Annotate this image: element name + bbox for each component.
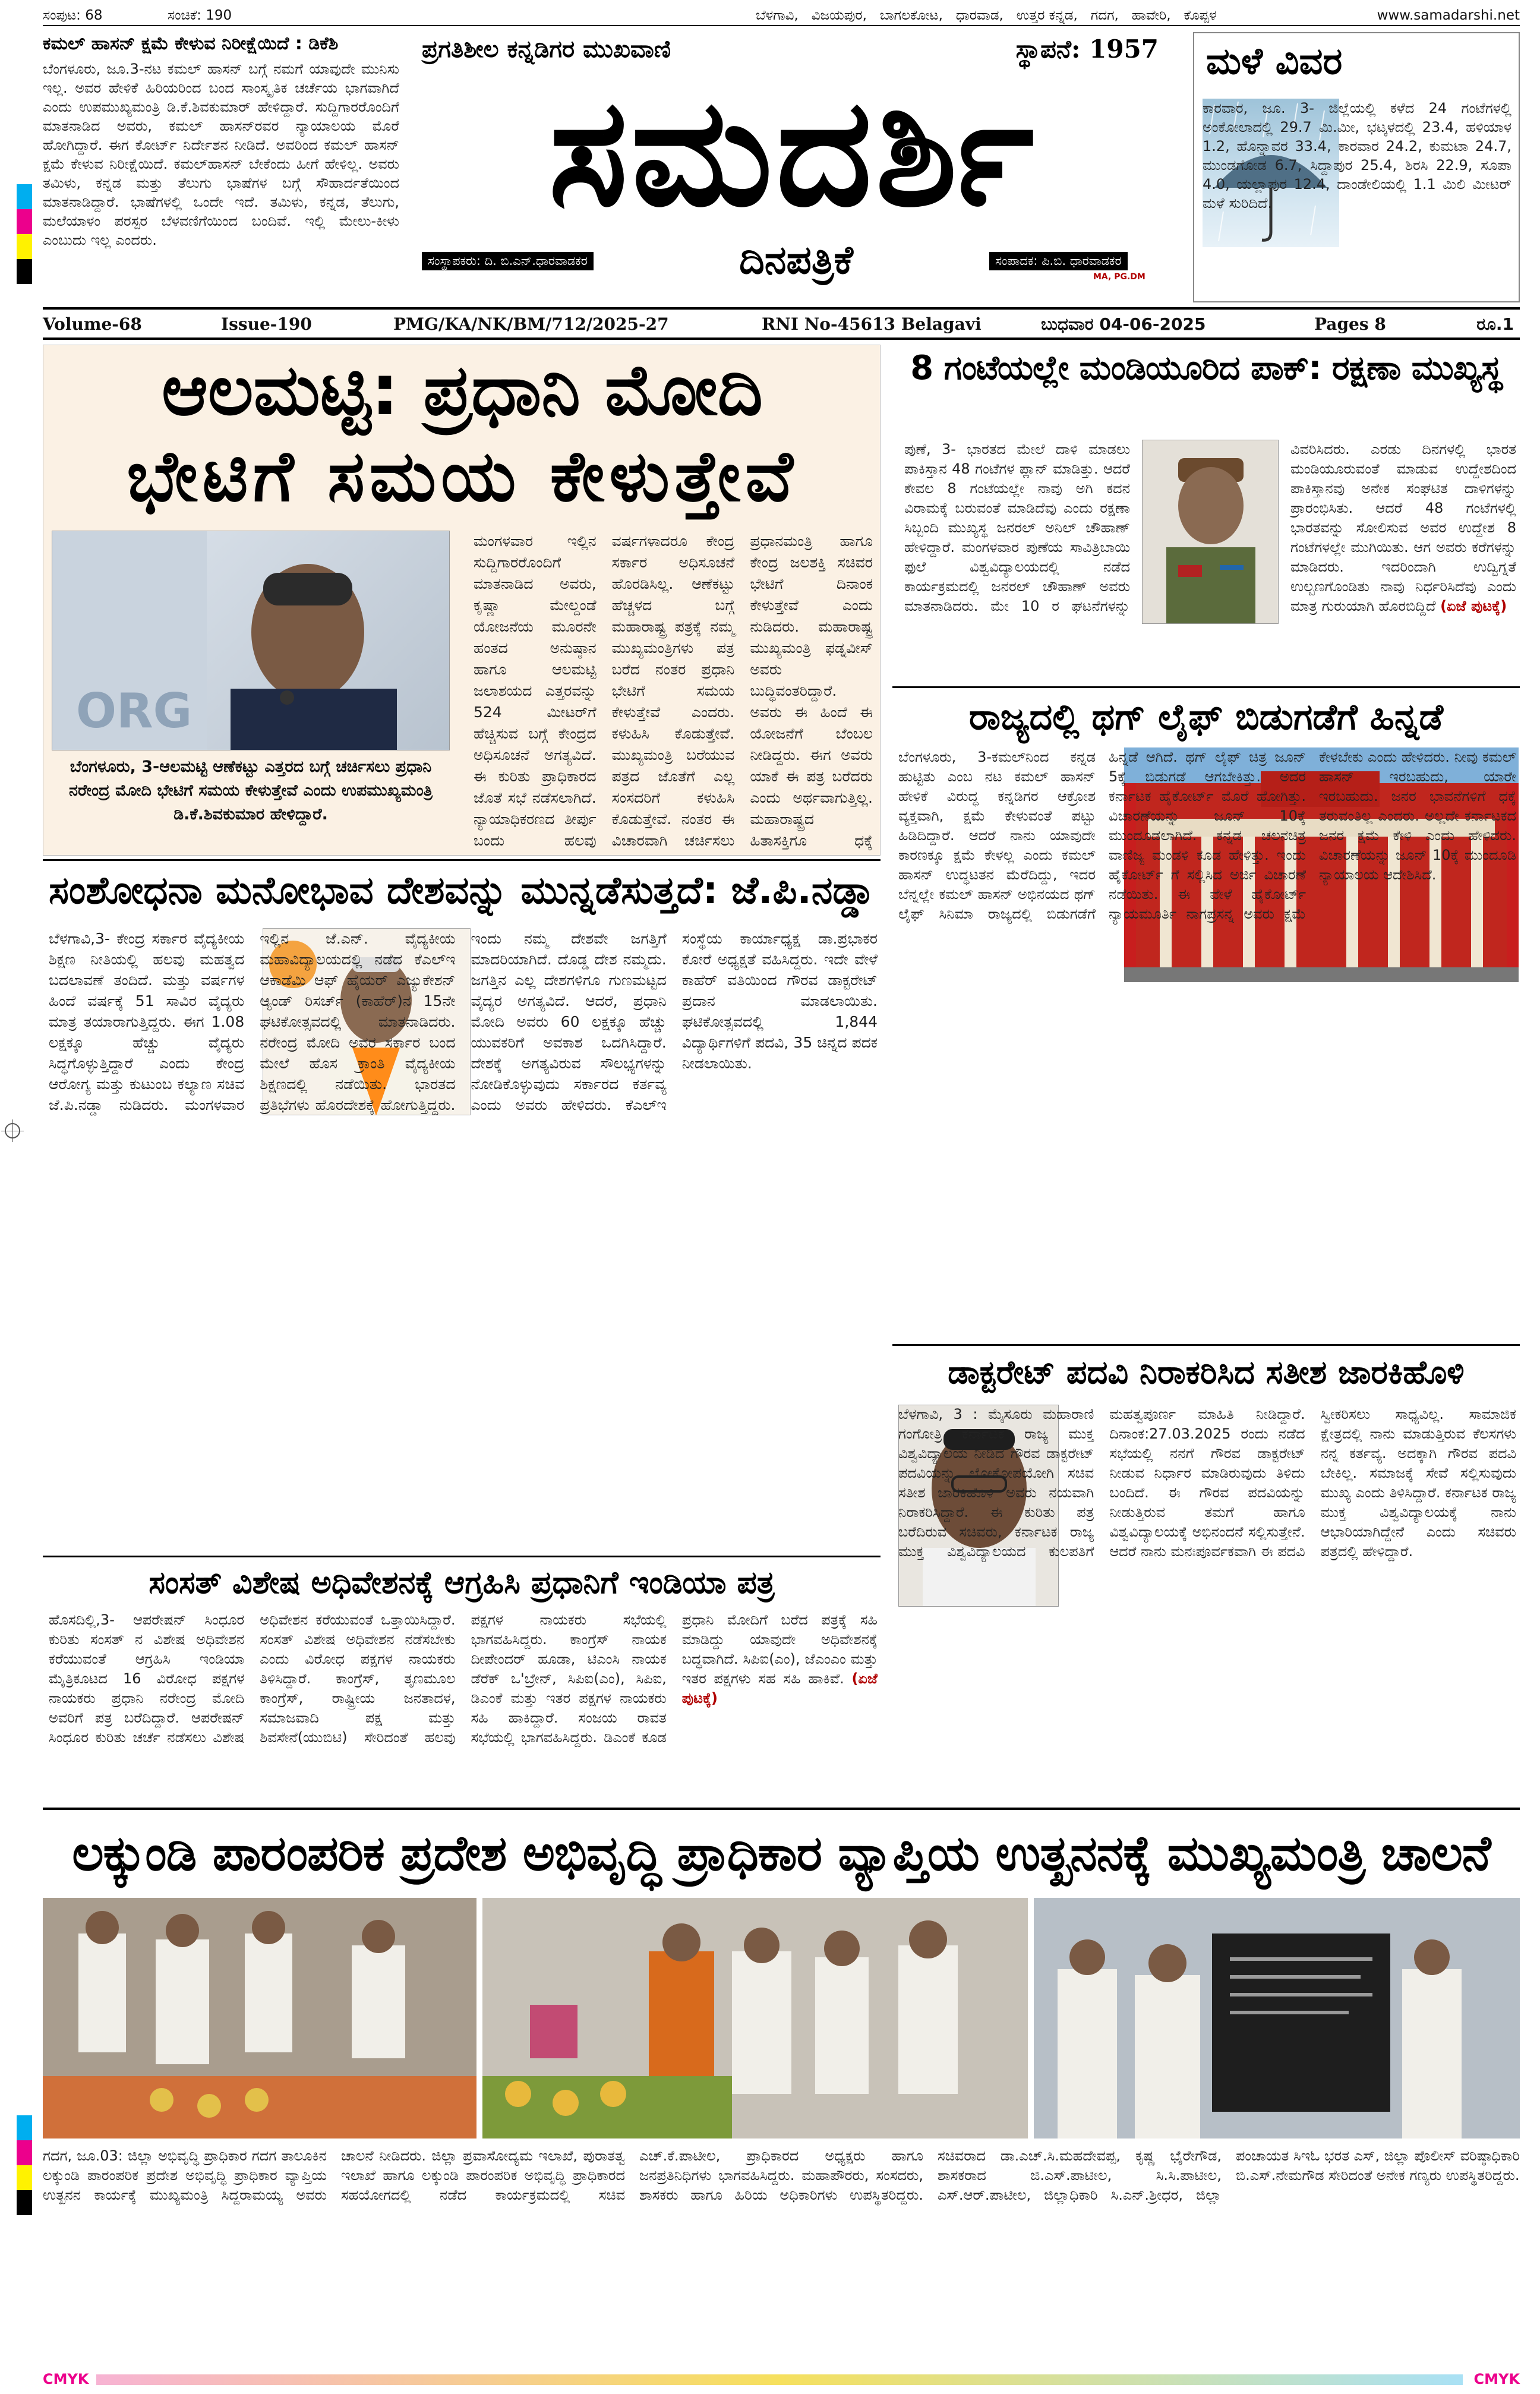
color-bar-icon: [17, 209, 32, 234]
india-story: [43, 1559, 881, 1803]
rain-box: [1193, 32, 1520, 302]
founder-label: ಸಂಸ್ಥಾಪಕರು: ದಿ. ಬಿ.ಎನ್.ಧಾರವಾಡಕರ: [422, 252, 594, 270]
issue-label: ಸಂಚಿಕೆ: 190: [168, 8, 232, 23]
pak-headline: 8 ಗಂಟೆಯಲ್ಲೇ ಮಂಡಿಯೂರಿದ ಪಾಕ್: ರಕ್ಷಣಾ ಮುಖ್ಯಸ್ಥ: [910, 349, 1502, 387]
website-link[interactable]: www.samadarshi.net: [1377, 8, 1520, 23]
lead-caption: ಬೆಂಗಳೂರು, 3-ಆಲಮಟ್ಟಿ ಆಣೆಕಟ್ಟು ಎತ್ತರದ ಬಗ್ಗೆ ಚರ್ಚಿಸಲು ಪ್ರಧಾನಿ ನರೇಂದ್ರ ಮೋದಿ ಭೇಟಿಗೆ ಸಮಯ ಕೇಳುತ್ತೇವೆ ಎಂದು ಉಪಮುಖ್ಯಮಂತ್ರಿ ಡಿ.ಕೆ.ಶಿವಕುಮಾರ ಹೇಳಿದ್ದಾರೆ.: [68, 758, 433, 824]
divider: [892, 686, 1520, 688]
divider: [43, 307, 1520, 310]
rain-title: ಮಳೆ ವಿವರ: [1206, 39, 1343, 83]
masthead: [410, 32, 1176, 302]
info-pages: Pages 8: [1314, 314, 1386, 334]
masthead-title: ಸಮದರ್ಶಿ: [548, 66, 1038, 239]
color-bar-icon: [17, 184, 32, 209]
lead-headline-2: ಭೇಟಿಗೆ ಸಮಯ ಕೇಳುತ್ತೇವೆ: [127, 435, 798, 517]
india-body: [49, 1610, 878, 1797]
cmyk-right: CMYK: [1473, 2371, 1520, 2387]
rain-body: ಕಾರವಾರ, ಜೂ. 3- ಜಿಲ್ಲೆಯಲ್ಲಿ ಕಳೆದ 24 ಗಂಟೆಗಳಲ್ಲಿ ಅಂಕೋಲಾದಲ್ಲಿ 29.7 ಮಿ.ಮೀ, ಭಟ್ಕಳದಲ್ಲಿ 23.4, ಹಳಿಯಾಳ 1.2, ಹೊನ್ನಾವರ 33.4, ಕಾರವಾರ 24.2, ಕುಮಟಾ 24.7, ಮುಂಡಗೋಡ 6.7, ಸಿದ್ದಾಪುರ 25.4, ಶಿರಸಿ 22.9, ಸೂಪಾ 4.0, ಯಲ್ಲಾಪುರ 12.4, ದಾಂಡೇಲಿಯಲ್ಲಿ 1.1 ಮಿಲಿ ಮೀಟರ್ ಮಳೆ ಸುರಿದಿದೆ.: [1203, 100, 1511, 212]
pak-body-text: ಪುಣೆ, 3- ಭಾರತದ ಮೇಲೆ ದಾಳಿ ಮಾಡಲು ಪಾಕಿಸ್ತಾನ 48 ಗಂಟೆಗಳ ಪ್ಲಾನ್ ಮಾಡಿತ್ತು. ಆದರೆ ಕೇವಲ 8 ಗಂಟೆಯಲ್ಲೇ ನಾವು ಅಗಿ ಕದನ ವಿರಾಮಕ್ಕೆ ಬರುವಂತೆ ಮಾಡಿದೆವು ಎಂದು ರಕ್ಷಣಾ ಸಿಬ್ಬಂದಿ ಮುಖ್ಯಸ್ಥ ಜನರಲ್ ಅನಿಲ್ ಚೌಹಾಣ್ ಹೇಳಿದ್ದಾರೆ. ಮಂಗಳವಾರ ಪುಣೆಯ ಸಾವಿತ್ರಿಬಾಯಿ ಫುಲೆ ವಿಶ್ವವಿದ್ಯಾಲಯದಲ್ಲಿ ನಡೆದ ಕಾರ್ಯಕ್ರಮದಲ್ಲಿ ಜನರಲ್ ಚೌಹಾಣ್ ಅವರು ಮಾತನಾಡಿದರು. ಮೇ 10 ರ ಘಟನೆಗಳನ್ನು ವಿವರಿಸಿದರು. ಎರಡು ದಿನಗಳಲ್ಲಿ ಭಾರತ ಮಂಡಿಯೂರುವಂತೆ ಮಾಡುವ ಉದ್ದೇಶದಿಂದ ಪಾಕಿಸ್ತಾನವು ಅನೇಕ ಸಂಘಟಿತ ದಾಳಿಗಳನ್ನು ಪ್ರಾರಂಭಿಸಿತು. ಆದರೆ 48 ಗಂಟೆಗಳಲ್ಲಿ ಭಾರತವನ್ನು ಸೋಲಿಸುವ ಅವರ ಉದ್ದೇಶ 8 ಗಂಟೆಗಳಲ್ಲೇ ಮುಗಿಯಿತು. ಆಗ ಅವರು ಕರೆಗಳನ್ನು ಮಾಡಿದರು. ಇದರಿಂದಾಗಿ ಉದ್ವಿಗ್ನತೆ ಉಲ್ಬಣಗೊಂಡಿತು ನಾವು ನಿರ್ಧರಿಸಿದೆವು ಎಂದು ಮಾತ್ರ ಗುರುಯಾಗಿ ಹೊರಬಿದ್ದಿದೆ: [904, 441, 1516, 614]
divider: [43, 859, 881, 861]
lead-photo: [52, 531, 450, 750]
color-bar-icon: [17, 2165, 32, 2190]
lakkundi-story: [43, 1812, 1520, 2365]
india-credit[interactable]: (ಏಜೆ ಪುಟಕ್ಕೆ): [681, 1670, 878, 1707]
thug-story: [892, 690, 1520, 1338]
lakkundi-photo-3: [1034, 1898, 1520, 2138]
lakkundi-body: ಗದಗ, ಜೂ.03: ಜಿಲ್ಲಾ ಅಭಿವೃದ್ಧಿ ಪ್ರಾಧಿಕಾರ ಗದಗ ತಾಲೂಕಿನ ಲಕ್ಕುಂಡಿ ಪಾರಂಪರಿಕ ಪ್ರದೇಶ ಅಭಿವೃದ್ಧಿ ಪ್ರಾಧಿಕಾರ ವ್ಯಾಪ್ತಿಯ ಉತ್ಖನನ ಕಾರ್ಯಕ್ಕೆ ಮುಖ್ಯಮಂತ್ರಿ ಸಿದ್ದರಾಮಯ್ಯ ಅವರು ಚಾಲನೆ ನೀಡಿದರು. ಜಿಲ್ಲಾ ಪ್ರವಾಸೋದ್ಯಮ ಇಲಾಖೆ, ಪುರಾತತ್ವ ಇಲಾಖೆ ಹಾಗೂ ಲಕ್ಕುಂಡಿ ಪಾರಂಪರಿಕ ಅಭಿವೃದ್ಧಿ ಪ್ರಾಧಿಕಾರದ ಸಹಯೋಗದಲ್ಲಿ ನಡೆದ ಕಾರ್ಯಕ್ರಮದಲ್ಲಿ ಸಚಿವ ಎಚ್.ಕೆ.ಪಾಟೀಲ, ಪ್ರಾಧಿಕಾರದ ಅಧ್ಯಕ್ಷರು ಹಾಗೂ ಜನಪ್ರತಿನಿಧಿಗಳು ಭಾಗವಹಿಸಿದ್ದರು. ಮಹಾಪೌರರು, ಸಂಸದರು, ಶಾಸಕರು ಹಾಗೂ ಹಿರಿಯ ಅಧಿಕಾರಿಗಳು ಉಪಸ್ಥಿತರಿದ್ದರು. ಸಚಿವರಾದ ಡಾ.ಎಚ್.ಸಿ.ಮಹದೇವಪ್ಪ, ಕೃಷ್ಣ ಭೈರೇಗೌಡ, ಶಾಸಕರಾದ ಜಿ.ಎಸ್.ಪಾಟೀಲ, ಸಿ.ಸಿ.ಪಾಟೀಲ, ಎಸ್.ಆರ್.ಪಾಟೀಲ, ಜಿಲ್ಲಾಧಿಕಾರಿ ಸಿ.ಎನ್.ಶ್ರೀಧರ, ಜಿಲ್ಲಾ ಪಂಚಾಯತ ಸಿಇಓ ಭರತ ಎಸ್, ಜಿಲ್ಲಾ ಪೊಲೀಸ್ ವರಿಷ್ಠಾಧಿಕಾರಿ ಬಿ.ಎಸ್.ನೇಮಗೌಡ ಸೇರಿದಂತೆ ಅನೇಕ ಗಣ್ಯರು ಉಪಸ್ಥಿತರಿದ್ದರು.: [43, 2147, 1520, 2203]
pak-body: [904, 440, 1516, 671]
registration-mark-icon: [5, 1123, 20, 1138]
brief-body: ಬೆಂಗಳೂರು, ಜೂ.3-ನಟ ಕಮಲ್ ಹಾಸನ್ ಬಗ್ಗೆ ನಮಗೆ ಯಾವುದೇ ಮುನಿಸು ಇಲ್ಲ. ಅವರ ಹೇಳಿಕೆ ಹಿರಿಯರಿಂದ ಬಂದ ಸಾಂಸ್ಕೃತಿಕ ಚರ್ಚೆಯ ಭಾಗವಾಗಿದೆ ಎಂದು ಉಪಮುಖ್ಯಮಂತ್ರಿ ಡಿ.ಕೆ.ಶಿವಕುಮಾರ್ ಹೇಳಿದ್ದಾರೆ. ಸುದ್ದಿಗಾರರೊಂದಿಗೆ ಮಾತನಾಡಿದ ಅವರು, ಕಮಲ್ ಹಾಸನ್‌ರವರ ನ್ಯಾಯಾಲಯ ಮೊರೆ ಹೋಗಿದ್ದಾರೆ. ಈಗ ಕೋರ್ಟ್ ನಿರ್ದೇಶನ ನೀಡಿದೆ. ಅವರಿಂದ ಕಮಲ್ ಹಾಸನ್ ಕ್ಷಮೆ ಕೇಳುವ ನಿರೀಕ್ಷೆಯಿದೆ. ಕಮಲ್‌ಹಾಸನ್ ಬೇಕೆಂದು ಹೀಗೆ ಹೇಳಿಲ್ಲ. ಅವರು ತಮಿಳು, ಕನ್ನಡ ಮತ್ತು ತೆಲುಗು ಭಾಷೆಗಳ ಬಗ್ಗೆ ಸೌಹಾರ್ದತೆಯಿಂದ ಮಾತನಾಡಿದ್ದಾರೆ. ಭಾಷೆಗಳಲ್ಲಿ ಒಂದೇ ಇದೆ. ತಮಿಳು, ಕನ್ನಡ, ತೆಲುಗು, ಮಲೆಯಾಳಂ ಪರಸ್ಪರ ಬೆಳವಣಿಗೆಯಿಂದ ಬಂದಿವೆ. ಇಲ್ಲಿ ಮೇಲು-ಕೀಳು ಎಂಬುದು ಇಲ್ಲ ಎಂದರು.: [43, 61, 399, 248]
divider: [43, 338, 1520, 340]
footer-bar: [43, 2371, 1520, 2389]
thug-headline: ರಾಜ್ಯದಲ್ಲಿ ಥಗ್ ಲೈಫ್ ಬಿಡುಗಡೆಗೆ ಹಿನ್ನಡೆ: [969, 696, 1443, 738]
nadda-headline: ಸಂಶೋಧನಾ ಮನೋಭಾವ ದೇಶವನ್ನು ಮುನ್ನಡೆಸುತ್ತದೆ: ಜೆ.ಪಿ.ನಡ್ಡಾ: [49, 869, 875, 913]
info-date: ಬುಧವಾರ 04-06-2025: [1041, 314, 1206, 334]
top-strip: [43, 6, 1520, 26]
satish-headline: ಡಾಕ್ಟರೇಟ್ ಪದವಿ ನಿರಾಕರಿಸಿದ ಸತೀಶ ಜಾರಕಿಹೊಳಿ: [948, 1354, 1465, 1391]
color-bar-icon: [17, 234, 32, 259]
lead-headline-1: ಆಲಮಟ್ಟಿ: ಪ್ರಧಾನಿ ಮೋದಿ: [162, 349, 763, 431]
info-volume: Volume-68: [43, 314, 142, 334]
cities-label: ಬೆಳಗಾವಿ, ವಿಜಯಪುರ, ಬಾಗಲಕೋಟ, ಧಾರವಾಡ, ಉತ್ತರ ಕನ್ನಡ, ಗದಗ, ಹಾವೇರಿ, ಕೊಪ್ಪಳ: [756, 8, 1217, 23]
svg-text:ORG: ORG: [76, 683, 192, 739]
footer-gradient: [96, 2374, 1463, 2385]
info-bar: [43, 311, 1520, 337]
india-headline: ಸಂಸತ್ ವಿಶೇಷ ಅಧಿವೇಶನಕ್ಕೆ ಆಗ್ರಹಿಸಿ ಪ್ರಧಾನಿಗೆ ಇಂಡಿಯಾ ಪತ್ರ: [149, 1565, 775, 1601]
info-issue: Issue-190: [221, 314, 312, 334]
masthead-subtitle: ದಿನಪತ್ರಿಕೆ: [739, 237, 853, 283]
lead-story: [43, 345, 881, 856]
established: ಸ್ಥಾಪನೆ: 1957: [1015, 34, 1159, 64]
lakkundi-photo-1: [43, 1898, 476, 2138]
pak-story: [892, 345, 1520, 683]
lakkundi-photo-2: [482, 1898, 1028, 2138]
lead-body: ಮಂಗಳವಾರ ಇಲ್ಲಿನ ಸುದ್ದಿಗಾರರೊಂದಿಗೆ ಮಾತನಾಡಿದ ಅವರು, ಕೃಷ್ಣಾ ಮೇಲ್ದಂಡೆ ಯೋಜನೆಯ ಮೂರನೇ ಹಂತದ ಅನುಷ್ಠಾನ ಹಾಗೂ ಆಲಮಟ್ಟಿ ಜಲಾಶಯದ ಎತ್ತರವನ್ನು 524 ಮೀಟರ್‌ಗೆ ಹೆಚ್ಚಿಸುವ ಬಗ್ಗೆ ಕೇಂದ್ರದ ಅಧಿಸೂಚನೆ ಅಗತ್ಯವಿದೆ. ಈ ಕುರಿತು ಪ್ರಾಧಿಕಾರದ ಜೊತೆ ಸಭೆ ನಡೆಸಲಾಗಿದೆ. ನ್ಯಾಯಾಧಿಕರಣದ ತೀರ್ಪು ಬಂದು ಹಲವು ವರ್ಷಗಳಾದರೂ ಕೇಂದ್ರ ಸರ್ಕಾರ ಅಧಿಸೂಚನೆ ಹೊರಡಿಸಿಲ್ಲ. ಆಣೆಕಟ್ಟು ಹೆಚ್ಚಳದ ಬಗ್ಗೆ ಮಹಾರಾಷ್ಟ್ರ ಪತ್ರಕ್ಕೆ ನಮ್ಮ ಮುಖ್ಯಮಂತ್ರಿಗಳು ಪತ್ರ ಬರೆದ ನಂತರ ಪ್ರಧಾನಿ ಭೇಟಿಗೆ ಸಮಯ ಕೇಳುತ್ತೇವೆ ಎಂದರು. ಕಳುಹಿಸಿ ಕೊಡುತ್ತೇವೆ. ಮುಖ್ಯಮಂತ್ರಿ ಬರೆಯುವ ಪತ್ರದ ಜೊತೆಗೆ ಎಲ್ಲ ಸಂಸದರಿಗೆ ಕಳುಹಿಸಿ ಕೊಡುತ್ತೇವೆ. ನಂತರ ಈ ವಿಚಾರವಾಗಿ ಚರ್ಚಿಸಲು ಪ್ರಧಾನಮಂತ್ರಿ ಹಾಗೂ ಕೇಂದ್ರ ಜಲಶಕ್ತಿ ಸಚಿವರ ಭೇಟಿಗೆ ದಿನಾಂಕ ಕೇಳುತ್ತೇವೆ ಎಂದು ನುಡಿದರು. ಮಹಾರಾಷ್ಟ್ರ ಮುಖ್ಯಮಂತ್ರಿ ಫಡ್ನವೀಸ್ ಅವರು ಬುದ್ಧಿವಂತರಿದ್ದಾರೆ. ಅವರು ಈ ಹಿಂದೆ ಈ ಯೋಜನೆಗೆ ಬೆಂಬಲ ನೀಡಿದ್ದರು. ಈಗ ಅವರು ಯಾಕೆ ಈ ಪತ್ರ ಬರೆದರು ಎಂದು ಅರ್ಥವಾಗುತ್ತಿಲ್ಲ. ಮಹಾರಾಷ್ಟ್ರದ ಹಿತಾಸಕ್ತಿಗೂ ಧಕ್ಕೆ: [474, 532, 873, 849]
divider: [43, 1556, 881, 1557]
info-rni: RNI No-45613 Belagavi: [762, 314, 982, 334]
color-bar-icon: [17, 2190, 32, 2215]
tagline: ಪ್ರಗತಿಶೀಲ ಕನ್ನಡಿಗರ ಮುಖವಾಣಿ: [422, 36, 671, 63]
info-price: ರೂ.1: [1476, 314, 1514, 334]
divider: [43, 1808, 1520, 1810]
nadda-body: ಬೆಳಗಾವಿ,3- ಕೇಂದ್ರ ಸರ್ಕಾರ ವೈದ್ಯಕೀಯ ಶಿಕ್ಷಣ ನೀತಿಯಲ್ಲಿ ಹಲವು ಮಹತ್ವದ ಬದಲಾವಣೆ ತಂದಿದೆ. ಮತ್ತು ವರ್ಷಗಳ ಹಿಂದೆ ವರ್ಷಕ್ಕೆ 51 ಸಾವಿರ ವೈದ್ಯರು ಮಾತ್ರ ತಯಾರಾಗುತ್ತಿದ್ದರು. ಈಗ 1.08 ಲಕ್ಷಕ್ಕೂ ಹೆಚ್ಚು ವೈದ್ಯರು ಸಿದ್ಧಗೊಳ್ಳುತ್ತಿದ್ದಾರೆ ಎಂದು ಕೇಂದ್ರ ಆರೋಗ್ಯ ಮತ್ತು ಕುಟುಂಬ ಕಲ್ಯಾಣ ಸಚಿವ ಜೆ.ಪಿ.ನಡ್ಡಾ ನುಡಿದರು. ಮಂಗಳವಾರ ಇಲ್ಲಿನ ಜೆ.ಎನ್. ವೈದ್ಯಕೀಯ ಮಹಾವಿದ್ಯಾಲಯದಲ್ಲಿ ನಡೆದ ಕೆಎಲ್‌ಇ ಆಕಾಡೆಮಿ ಆಫ್ ಹೈಯರ್ ಎಜ್ಯುಕೇಶನ್ ಆ್ಯಂಡ್ ರಿಸರ್ಚ್ (ಕಾಹೆರ್)ನ 15ನೇ ಘಟಿಕೋತ್ಸವದಲ್ಲಿ ಮಾತನಾಡಿದರು. ನರೇಂದ್ರ ಮೋದಿ ಅವರ ಸರ್ಕಾರ ಬಂದ ಮೇಲೆ ಹೊಸ ಕ್ರಾಂತಿ ವೈದ್ಯಕೀಯ ಶಿಕ್ಷಣದಲ್ಲಿ ನಡೆಯಿತು. ಭಾರತದ ಪ್ರತಿಭೆಗಳು ಹೊರದೇಶಕ್ಕೆ ಹೋಗುತ್ತಿದ್ದರು. ಇಂದು ನಮ್ಮ ದೇಶವೇ ಜಗತ್ತಿಗೆ ಮಾದರಿಯಾಗಿದೆ. ದೊಡ್ಡ ದೇಶ ನಮ್ಮದು. ಜಗತ್ತಿನ ಎಲ್ಲ ದೇಶಗಳಿಗೂ ಗುಣಮಟ್ಟದ ವೈದ್ಯರ ಅಗತ್ಯವಿದೆ. ಆದರೆ, ಪ್ರಧಾನಿ ಮೋದಿ ಅವರು 60 ಲಕ್ಷಕ್ಕೂ ಹೆಚ್ಚು ಯುವಕರಿಗೆ ಅವಕಾಶ ಒದಗಿಸಿದ್ದಾರೆ. ದೇಶಕ್ಕೆ ಅಗತ್ಯವಿರುವ ಸೌಲಭ್ಯಗಳನ್ನು ನೋಡಿಕೊಳ್ಳುವುದು ಸರ್ಕಾರದ ಕರ್ತವ್ಯ ಎಂದು ಅವರು ಹೇಳಿದರು. ಕೆಎಲ್‌ಇ ಸಂಸ್ಥೆಯ ಕಾರ್ಯಾಧ್ಯಕ್ಷ ಡಾ.ಪ್ರಭಾಕರ ಕೋರೆ ಅಧ್ಯಕ್ಷತೆ ವಹಿಸಿದ್ದರು. ಇದೇ ವೇಳೆ ಕಾಹೆರ್ ವತಿಯಿಂದ ಗೌರವ ಡಾಕ್ಟರೇಟ್ ಪ್ರದಾನ ಮಾಡಲಾಯಿತು. ಘಟಿಕೋತ್ಸವದಲ್ಲಿ 1,844 ವಿದ್ಯಾರ್ಥಿಗಳಿಗೆ ಪದವಿ, 35 ಚಿನ್ನದ ಪದಕ ನೀಡಲಾಯಿತು.: [49, 930, 878, 1114]
brief-headline: ಕಮಲ್ ಹಾಸನ್ ಕ್ಷಮೆ ಕೇಳುವ ನಿರೀಕ್ಷೆಯಿದೆ : ಡಿಕೆಶಿ: [43, 33, 339, 54]
india-body-text: ಹೊಸದಿಲ್ಲಿ,3- ಆಪರೇಷನ್ ಸಿಂಧೂರ ಕುರಿತು ಸಂಸತ್ ನ ವಿಶೇಷ ಅಧಿವೇಶನ ಕರೆಯುವಂತೆ ಆಗ್ರಹಿಸಿ ಇಂಡಿಯಾ ಮೈತ್ರಿಕೂಟದ 16 ವಿರೋಧ ಪಕ್ಷಗಳ ನಾಯಕರು ಪ್ರಧಾನಿ ನರೇಂದ್ರ ಮೋದಿ ಅವರಿಗೆ ಪತ್ರ ಬರೆದಿದ್ದಾರೆ. ಆಪರೇಷನ್ ಸಿಂಧೂರ ಕುರಿತು ಚರ್ಚೆ ನಡೆಸಲು ವಿಶೇಷ ಅಧಿವೇಶನ ಕರೆಯುವಂತೆ ಒತ್ತಾಯಿಸಿದ್ದಾರೆ. ಸಂಸತ್ ವಿಶೇಷ ಅಧಿವೇಶನ ನಡೆಸಬೇಕು ಎಂದು ವಿರೋಧ ಪಕ್ಷಗಳ ನಾಯಕರು ತಿಳಿಸಿದ್ದಾರೆ. ಕಾಂಗ್ರೆಸ್, ತೃಣಮೂಲ ಕಾಂಗ್ರೆಸ್, ರಾಷ್ಟ್ರೀಯ ಜನತಾದಳ, ಸಮಾಜವಾದಿ ಪಕ್ಷ ಮತ್ತು ಶಿವಸೇನೆ(ಯುಬಿಟಿ) ಸೇರಿದಂತೆ ಹಲವು ಪಕ್ಷಗಳ ನಾಯಕರು ಸಭೆಯಲ್ಲಿ ಭಾಗವಹಿಸಿದ್ದರು. ಕಾಂಗ್ರೆಸ್ ನಾಯಕ ದೀಪೇಂದರ್ ಹೂಡಾ, ಟಿಎಂಸಿ ನಾಯಕ ಡೆರೆಕ್ ಒ'ಬ್ರೇನ್, ಸಿಪಿಐ(ಎಂ), ಸಿಪಿಐ, ಡಿಎಂಕೆ ಮತ್ತು ಇತರ ಪಕ್ಷಗಳ ನಾಯಕರು ಸಹಿ ಹಾಕಿದ್ದಾರೆ. ಸಂಜಯ ರಾವತ ಸಭೆಯಲ್ಲಿ ಭಾಗವಹಿಸಿದ್ದರು. ಡಿಎಂಕೆ ಕೂಡ ಪ್ರಧಾನಿ ಮೋದಿಗೆ ಬರೆದ ಪತ್ರಕ್ಕೆ ಸಹಿ ಮಾಡಿದ್ದು ಯಾವುದೇ ಅಧಿವೇಶನಕ್ಕೆ ಬದ್ಧವಾಗಿದೆ. ಸಿಪಿಐ(ಎಂ), ಜೆಎಂಎಂ ಮತ್ತು ಇತರ ಪಕ್ಷಗಳು ಸಹ ಸಹಿ ಹಾಕಿವೆ.: [49, 1611, 878, 1746]
color-bar-icon: [17, 2115, 32, 2140]
nadda-story: [43, 863, 881, 1552]
cmyk-left: CMYK: [43, 2371, 89, 2387]
lakkundi-headline: ಲಕ್ಕುಂಡಿ ಪಾರಂಪರಿಕ ಪ್ರದೇಶ ಅಭಿವೃದ್ಧಿ ಪ್ರಾಧಿಕಾರ ವ್ಯಾಪ್ತಿಯ ಉತ್ಖನನಕ್ಕೆ ಮುಖ್ಯಮಂತ್ರಿ ಚಾಲನೆ: [72, 1825, 1491, 1882]
pak-credit[interactable]: (ಏಜೆ ಪುಟಕ್ಕೆ): [1440, 598, 1507, 614]
satish-body: ಬೆಳಗಾವಿ, 3 : ಮೈಸೂರು ಮಹಾರಾಣಿ ಗಂಗೋತ್ರಿ ಕರ್ನಾಟಕ ರಾಜ್ಯ ಮುಕ್ತ ವಿಶ್ವವಿದ್ಯಾಲಯ ನೀಡಿದ ಗೌರವ ಡಾಕ್ಟರೇಟ್ ಪದವಿಯನ್ನು ಲೋಕೋಪಯೋಗಿ ಸಚಿವ ಸತೀಶ ಜಾರಕಿಹೊಳಿ ಅವರು ನಯವಾಗಿ ನಿರಾಕರಿಸಿದ್ದಾರೆ. ಈ ಕುರಿತು ಪತ್ರ ಬರೆದಿರುವ ಸಚಿವರು, ಕರ್ನಾಟಕ ರಾಜ್ಯ ಮುಕ್ತ ವಿಶ್ವವಿದ್ಯಾಲಯದ ಕುಲಪತಿಗೆ ಮಹತ್ವಪೂರ್ಣ ಮಾಹಿತಿ ನೀಡಿದ್ದಾರೆ. ದಿನಾಂಕ:27.03.2025 ರಂದು ನಡೆದ ಸಭೆಯಲ್ಲಿ ನನಗೆ ಗೌರವ ಡಾಕ್ಟರೇಟ್ ನೀಡುವ ನಿರ್ಧಾರ ಮಾಡಿರುವುದು ತಿಳಿದು ಬಂದಿದೆ. ಈ ಗೌರವ ಪದವಿಯನ್ನು ನೀಡುತ್ತಿರುವ ತಮಗೆ ಹಾಗೂ ವಿಶ್ವವಿದ್ಯಾಲಯಕ್ಕೆ ಅಭಿನಂದನೆ ಸಲ್ಲಿಸುತ್ತೇನೆ. ಆದರೆ ನಾನು ಮನಃಪೂರ್ವಕವಾಗಿ ಈ ಪದವಿ ಸ್ವೀಕರಿಸಲು ಸಾಧ್ಯವಿಲ್ಲ. ಸಾಮಾಜಿಕ ಕ್ಷೇತ್ರದಲ್ಲಿ ನಾನು ಮಾಡುತ್ತಿರುವ ಕೆಲಸಗಳು ನನ್ನ ಕರ್ತವ್ಯ. ಅದಕ್ಕಾಗಿ ಗೌರವ ಪದವಿ ಬೇಕಿಲ್ಲ. ಸಮಾಜಕ್ಕೆ ಸೇವೆ ಸಲ್ಲಿಸುವುದು ಮುಖ್ಯ ಎಂದು ತಿಳಿಸಿದ್ದಾರೆ. ಕರ್ನಾಟಕ ರಾಜ್ಯ ಮುಕ್ತ ವಿಶ್ವವಿದ್ಯಾಲಯಕ್ಕೆ ನಾನು ಆಭಾರಿಯಾಗಿದ್ದೇನೆ ಎಂದು ಸಚಿವರು ಪತ್ರದಲ್ಲಿ ಹೇಳಿದ್ದಾರೆ.: [898, 1406, 1516, 1560]
editor-qual: MA, PG.DM: [1093, 272, 1145, 282]
satish-story: [892, 1348, 1520, 1805]
thug-body: ಬೆಂಗಳೂರು, 3-ಕಮಲ್‌ನಿಂದ ಕನ್ನಡ ಹುಟ್ಟಿತು ಎಂಬ ನಟ ಕಮಲ್ ಹಾಸನ್ ಹೇಳಿಕೆ ವಿರುದ್ಧ ಕನ್ನಡಿಗರ ಆಕ್ರೋಶ ವ್ಯಕ್ತವಾಗಿ, ಕ್ಷಮೆ ಕೇಳುವಂತೆ ಪಟ್ಟು ಹಿಡಿದಿದ್ದಾರೆ. ಆದರೆ ನಾನು ಯಾವುದೇ ಕಾರಣಕ್ಕೂ ಕ್ಷಮೆ ಕೇಳಲ್ಲ ಎಂದು ಕಮಲ್ ಹಾಸನ್ ಉದ್ಧಟತನ ಮೆರೆದಿದ್ದು, ಇದರ ಬೆನ್ನಲ್ಲೇ ಕಮಲ್ ಹಾಸನ್ ಅಭಿನಯದ ಥಗ್ ಲೈಫ್ ಸಿನಿಮಾ ರಾಜ್ಯದಲ್ಲಿ ಬಿಡುಗಡೆಗೆ ಹಿನ್ನಡೆ ಆಗಿದೆ. ಥಗ್ ಲೈಫ್ ಚಿತ್ರ ಜೂನ್ 5ಕ್ಕೆ ಬಿಡುಗಡೆ ಆಗಬೇಕಿತ್ತು. ಅದರ ಕರ್ನಾಟಕ ಹೈಕೋರ್ಟ್ ಮೊರೆ ಹೋಗಿತ್ತು. ವಿಚಾರಣೆಯನ್ನು ಜೂನ್ 10ಕ್ಕೆ ಮುಂದೂಡಲಾಗಿದೆ. ಕನ್ನಡ ಚಲನಚಿತ್ರ ವಾಣಿಜ್ಯ ಮಂಡಳಿ ಕೂಡ ಹೇಳಿತ್ತು. ಇಂದು ಹೈಕೋರ್ಟ್ ಗೆ ಸಲ್ಲಿಸಿದ ಅರ್ಜಿ ವಿಚಾರಣೆ ನಡೆಯಿತು. ಈ ವೇಳೆ ಹೈಕೋರ್ಟ್ ನ್ಯಾಯಮೂರ್ತಿ ನಾಗಪ್ರಸನ್ನ ಅವರು ಕ್ಷಮೆ ಕೇಳಬೇಕು ಎಂದು ಹೇಳಿದರು. ನೀವು ಕಮಲ್ ಹಾಸನ್ ಇರಬಹುದು, ಯಾರೇ ಇರಬಹುದು. ಜನರ ಭಾವನೆಗಳಿಗೆ ಧಕ್ಕೆ ತರುವಂತಿಲ್ಲ ಎಂದರು. ಅಲ್ಲದೇ ಕರ್ನಾಟಕದ ಜನರ ಕ್ಷಮೆ ಕೇಳಿ ಎಂದು ಹೇಳಿದರು. ವಿಚಾರಣೆಯನ್ನು ಜೂನ್ 10ಕ್ಕೆ ಮುಂದೂಡಿ ನ್ಯಾಯಾಲಯ ಆದೇಶಿಸಿದೆ.: [898, 749, 1516, 922]
color-bar-icon: [17, 2140, 32, 2165]
divider: [892, 1344, 1520, 1346]
volume-label: ಸಂಪುಟ: 68: [43, 8, 103, 23]
editor-label: ಸಂಪಾದಕ: ಪಿ.ಬಿ. ಧಾರವಾಡಕರ: [989, 252, 1128, 270]
color-bar-icon: [17, 259, 32, 284]
left-brief: [43, 32, 399, 299]
info-reg: PMG/KA/NK/BM/712/2025-27: [393, 314, 669, 334]
